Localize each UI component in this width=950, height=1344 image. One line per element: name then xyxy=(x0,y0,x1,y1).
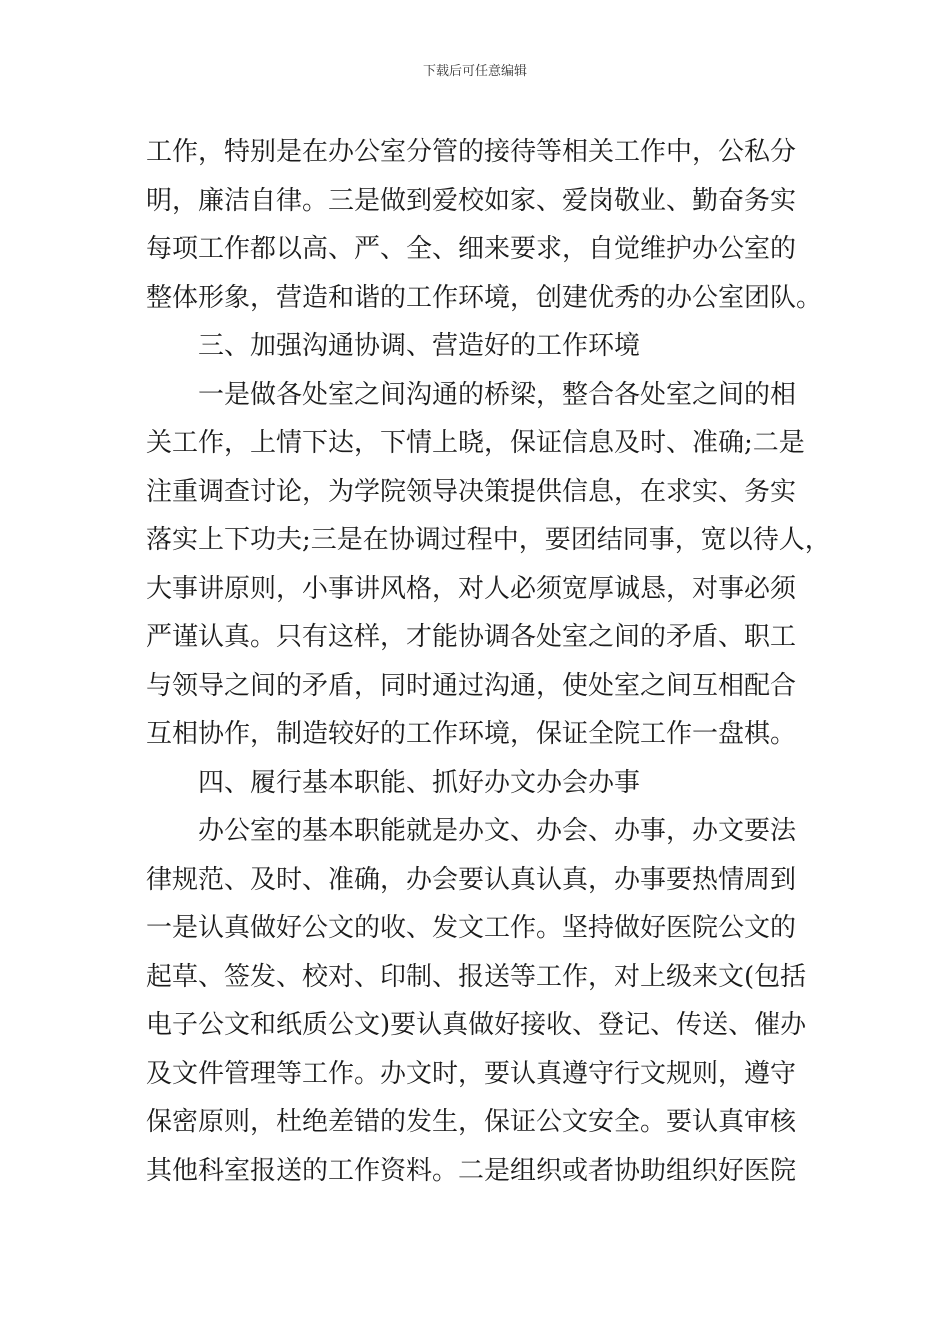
body-line-6: 一是做各处室之间沟通的桥梁，整合各处室之间的相 xyxy=(198,379,797,410)
body-line-17: 一是认真做好公文的收、发文工作。坚持做好医院公文的 xyxy=(146,913,797,943)
body-line-15: 办公室的基本职能就是办文、办会、办事，办文要法 xyxy=(198,816,797,846)
section-heading-4: 四、履行基本职能、抓好办文办会办事 xyxy=(198,767,641,798)
body-line-3: 每项工作都以高、严、全、细来要求，自觉维护办公室的 xyxy=(146,234,797,264)
body-line-10: 大事讲原则，小事讲风格，对人必须宽厚诚恳，对事必须 xyxy=(146,573,797,604)
body-line-11: 严谨认真。只有这样，才能协调各处室之间的矛盾、职工 xyxy=(146,622,797,652)
page-header: 下载后可任意编辑 xyxy=(422,64,527,79)
body-line-22: 其他科室报送的工作资料。二是组织或者协助组织好医院 xyxy=(146,1155,797,1186)
section-heading-3: 三、加强沟通协调、营造好的工作环境 xyxy=(198,331,641,361)
body-line-19: 电子公文和纸质公文)要认真做好接收、登记、传送、催办 xyxy=(146,1010,807,1040)
body-line-4: 整体形象，营造和谐的工作环境，创建优秀的办公室团队。 xyxy=(146,282,823,313)
body-line-18: 起草、签发、校对、印制、报送等工作，对上级来文(包括 xyxy=(146,961,807,992)
body-line-9: 落实上下功夫;三是在协调过程中，要团结同事，宽以待人， xyxy=(146,525,831,555)
body-line-1: 工作，特别是在办公室分管的接待等相关工作中，公私分 xyxy=(146,137,797,167)
body-line-13: 互相协作，制造较好的工作环境，保证全院工作一盘棋。 xyxy=(146,719,797,749)
body-line-8: 注重调查讨论，为学院领导决策提供信息，在求实、务实 xyxy=(146,476,797,507)
body-line-21: 保密原则，杜绝差错的发生，保证公文安全。要认真审核 xyxy=(146,1107,797,1137)
body-line-12: 与领导之间的矛盾，同时通过沟通，使处室之间互相配合 xyxy=(146,670,797,701)
body-line-20: 及文件管理等工作。办文时，要认真遵守行文规则，遵守 xyxy=(146,1058,797,1089)
body-line-7: 关工作，上情下达，下情上晓，保证信息及时、准确;二是 xyxy=(146,428,805,458)
document-body xyxy=(146,128,831,1195)
body-line-16: 律规范、及时、准确，办会要认真认真，办事要热情周到 xyxy=(146,864,797,895)
body-line-2: 明，廉洁自律。三是做到爱校如家、爱岗敬业、勤奋务实 xyxy=(146,185,797,216)
